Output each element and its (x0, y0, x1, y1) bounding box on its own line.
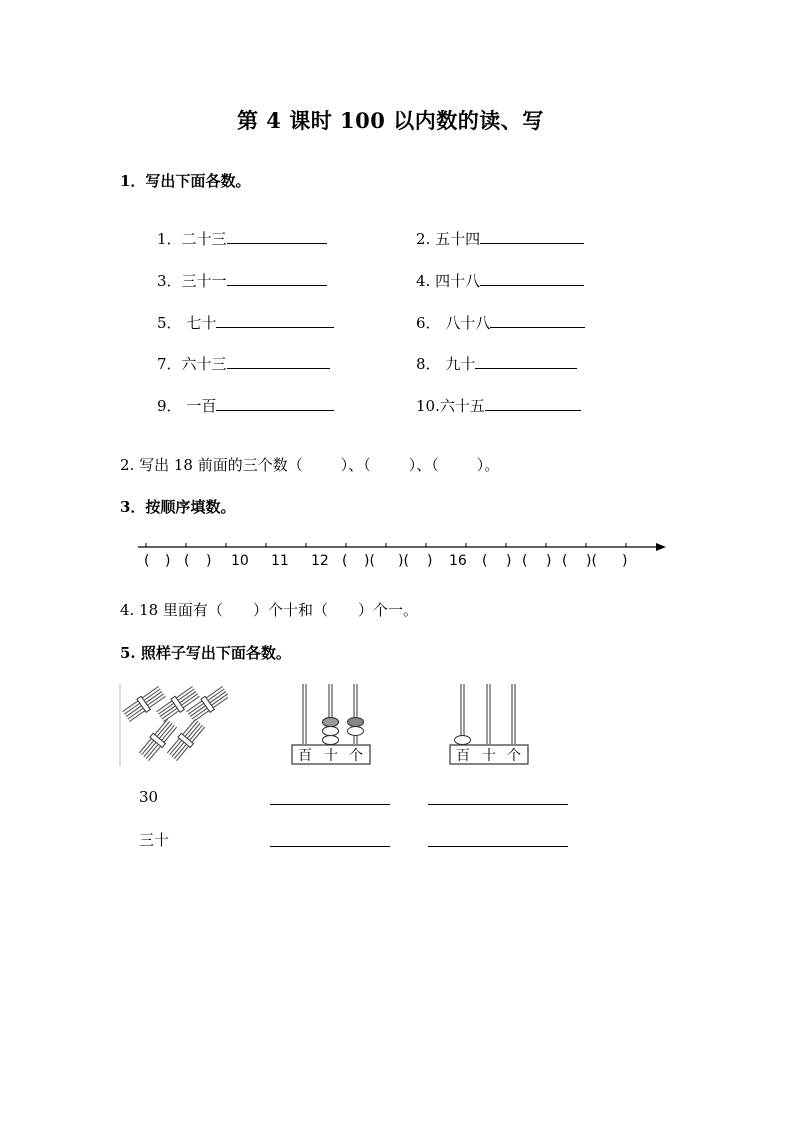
q1-item-4 (416, 270, 584, 291)
q1-item-number: 6． (416, 314, 441, 332)
q1-item-text: 三十一 (181, 272, 227, 290)
paren: ) (622, 553, 628, 569)
paren: ) (427, 553, 433, 569)
sample-number: 30 (139, 788, 159, 806)
abacus-label-tens: 十 (324, 748, 338, 764)
answer-line-abacus1-number[interactable] (270, 804, 390, 805)
answer-blank[interactable] (480, 271, 584, 286)
number-label: 11 (271, 553, 289, 569)
q1-item-number: 4. (416, 272, 436, 290)
q1-item-number: 2. (416, 230, 436, 248)
sample-words: 三十 (139, 831, 170, 849)
answer-blank[interactable] (216, 313, 334, 328)
answer-line-abacus2-words[interactable] (428, 846, 568, 847)
q1-item-text: 七十 (181, 314, 217, 332)
paren: ) (206, 553, 212, 569)
q2-separator: ）、（ (408, 456, 439, 474)
number-line (130, 535, 670, 575)
paren: ) (506, 553, 512, 569)
stick-bundle-icon (166, 718, 207, 762)
q1-item-text: 九十 (440, 355, 476, 373)
stick-bundle-icon (138, 718, 179, 762)
q1-item-7 (157, 353, 330, 374)
q1-item-number: 8． (416, 355, 441, 373)
number-label: 16 (449, 553, 467, 569)
answer-blank[interactable] (475, 354, 577, 369)
answer-blank[interactable] (216, 396, 334, 411)
q1-item-1 (157, 228, 327, 249)
q4-text: ）个一。 (357, 601, 418, 619)
answer-blank[interactable] (227, 229, 327, 244)
q1-item-2 (416, 228, 584, 249)
q1-item-text: 四十八 (435, 272, 481, 290)
paren: ( (144, 553, 150, 569)
q4-line (120, 599, 418, 620)
abacus-2 (448, 682, 538, 768)
paren: )( (364, 553, 375, 569)
answer-blank[interactable] (227, 271, 327, 286)
abacus-label-ones: 个 (507, 748, 521, 764)
answer-blank[interactable] (480, 229, 584, 244)
q1-item-number: 10. (416, 397, 440, 415)
page-title: 第 4 课时 100 以内数的读、写 (237, 108, 544, 133)
abacus-bead (323, 736, 339, 745)
answer-blank[interactable] (227, 354, 330, 369)
paren: ( (482, 553, 488, 569)
q5-heading: 5. 照样子写出下面各数。 (120, 644, 291, 662)
abacus-bead (348, 727, 364, 736)
stick-bundle-icon (121, 685, 166, 723)
answer-blank[interactable] (485, 396, 581, 411)
abacus-1 (290, 682, 380, 768)
answer-line-abacus2-number[interactable] (428, 804, 568, 805)
q1-item-number: 1． (157, 230, 182, 248)
q2-line (120, 454, 499, 475)
abacus-bead (455, 736, 471, 745)
q1-item-text: 二十三 (181, 230, 227, 248)
q1-item-number: 5． (157, 314, 182, 332)
q1-item-9 (157, 395, 334, 416)
stick-bundles-illustration (118, 684, 228, 769)
abacus-label-hundreds: 百 (298, 748, 312, 764)
arrow-icon (656, 543, 666, 551)
q1-item-6 (416, 312, 585, 333)
q1-item-3 (157, 270, 327, 291)
q1-heading: 1．写出下面各数。 (120, 172, 251, 190)
paren: ( (342, 553, 348, 569)
q1-item-5 (157, 312, 334, 333)
paren: )( (586, 553, 597, 569)
q4-text: ）个十和（ (252, 601, 328, 619)
q1-item-text: 五十四 (435, 230, 481, 248)
q1-item-8 (416, 353, 577, 374)
paren: ( (522, 553, 528, 569)
paren: ) (546, 553, 552, 569)
number-label: 12 (311, 553, 329, 569)
number-label: 10 (231, 553, 249, 569)
abacus-bead (323, 727, 339, 736)
paren: ) (165, 553, 171, 569)
abacus-label-tens: 十 (482, 748, 496, 764)
answer-line-abacus1-words[interactable] (270, 846, 390, 847)
q2-separator: ）、（ (340, 456, 371, 474)
q4-text: 4. 18 里面有（ (120, 601, 223, 619)
paren: )( (398, 553, 409, 569)
answer-blank[interactable] (490, 313, 585, 328)
q1-item-text: 八十八 (440, 314, 491, 332)
q1-item-10 (416, 395, 581, 416)
q2-end: ）。 (476, 456, 500, 474)
abacus-bead (348, 718, 364, 727)
q1-item-number: 9． (157, 397, 182, 415)
q2-text: 2. 写出 18 前面的三个数（ (120, 456, 303, 474)
abacus-label-hundreds: 百 (456, 748, 470, 764)
q1-item-number: 7． (157, 355, 182, 373)
q1-item-text: 六十五 (439, 397, 485, 415)
q1-item-text: 一百 (181, 397, 217, 415)
q1-item-number: 3． (157, 272, 182, 290)
paren: ( (184, 553, 190, 569)
paren: ( (562, 553, 568, 569)
abacus-label-ones: 个 (349, 748, 363, 764)
q3-heading: 3．按顺序填数。 (120, 498, 236, 516)
abacus-bead (323, 718, 339, 727)
q1-item-text: 六十三 (181, 355, 227, 373)
